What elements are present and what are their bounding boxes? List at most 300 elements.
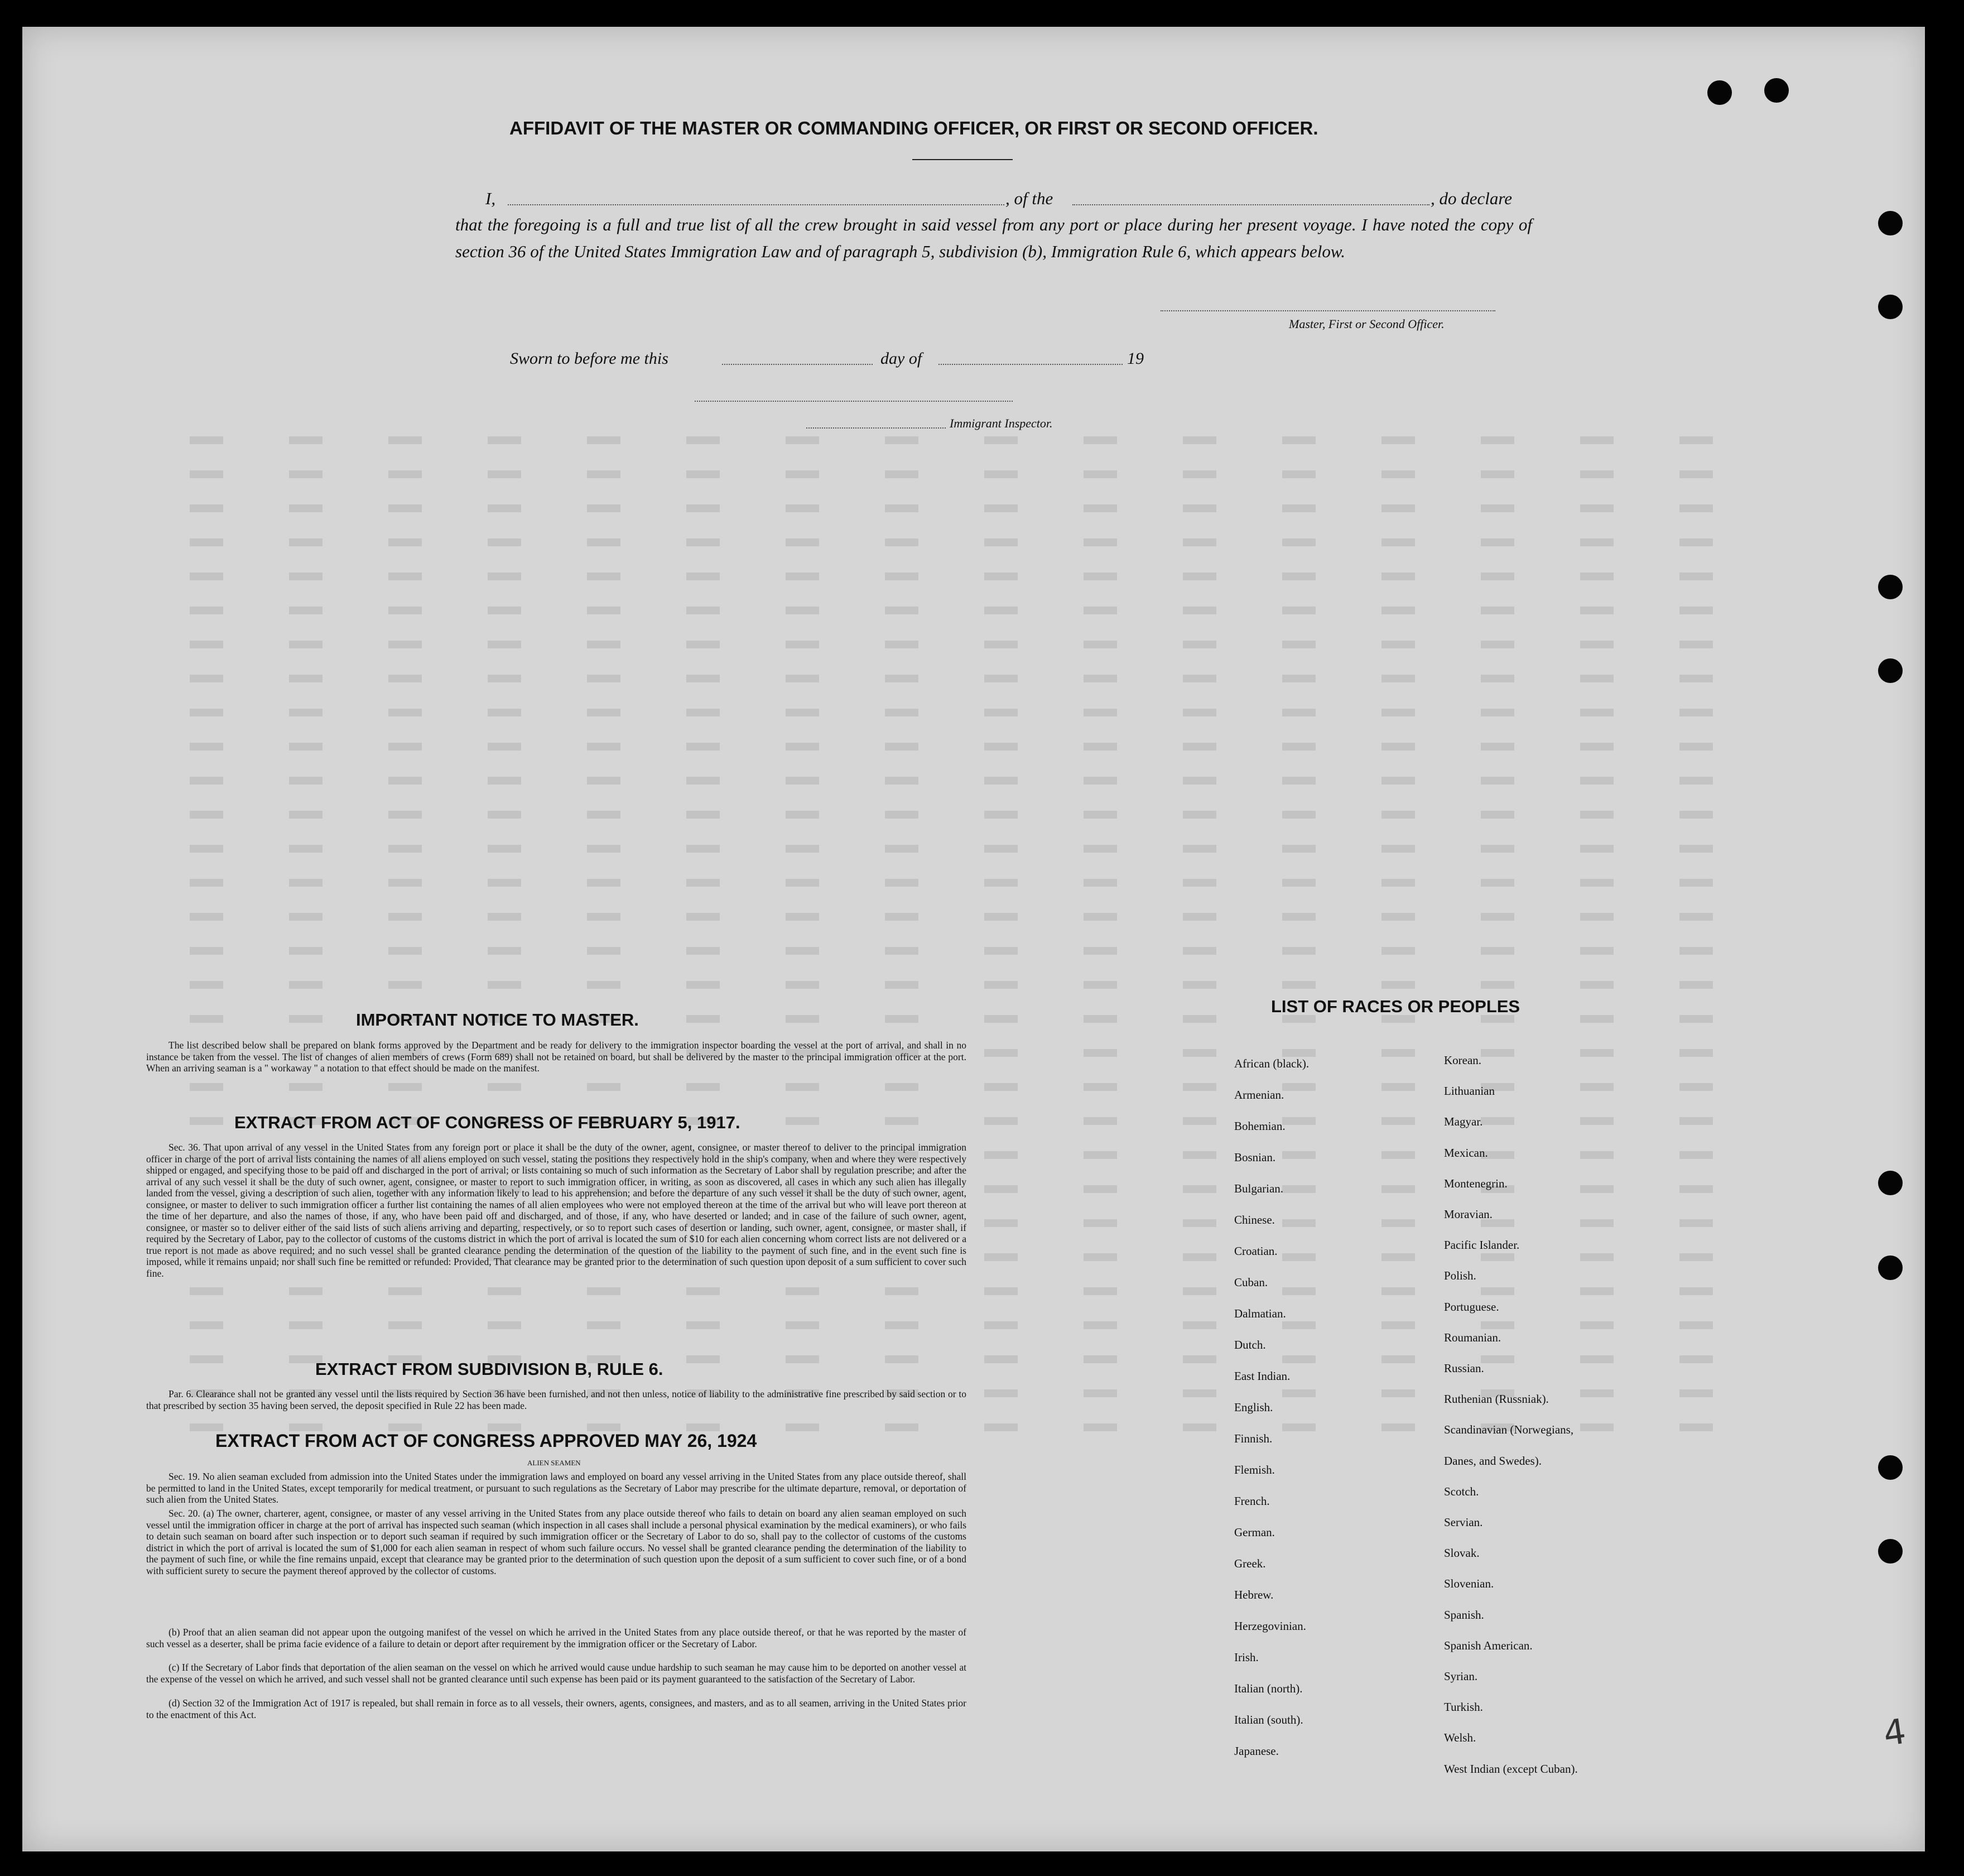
bleed-through-mark [1481,811,1514,819]
bleed-through-mark [190,504,223,512]
race-entry: Bulgarian. [1234,1182,1284,1195]
bleed-through-mark [190,1015,223,1023]
bleed-through-mark [190,607,223,614]
bleed-through-mark [786,1423,819,1431]
extract-1924-sec20a: Sec. 20. (a) The owner, charterer, agent, consignee, or master of any vessel arriving in the United States from any place outside thereof who fails to detain on board any alien seaman employed on such vessel until the immigration officer in charge at the port of arrival has inspected such seaman (which inspection in all cases shall include a personal physical examination by the medical examiners), or who fails to detain such seaman on board after such inspection or to deport such seaman if required by such immigration officer or the Secretary of Labor to do so, shall pay to the collector of customs of the customs district in which the port of arrival is located the sum of $1,000 for each alien seaman in respect of whom such failure occurs. No vessel shall be granted clearance pending the determination of the liability to the payment of such fine, or while the fine remains unpaid, except that clearance may be granted prior to the determination of such question upon the deposit of a sum sufficient to cover such fine, or of a bond with sufficient surety to secure the payment thereof approved by the collector of customs. [146,1508,966,1576]
bleed-through-mark [786,709,819,716]
bleed-through-mark [587,709,620,716]
bleed-through-mark [1084,845,1117,853]
bleed-through-mark [786,1015,819,1023]
bleed-through-mark [1084,436,1117,444]
affidavit-i: I, [485,189,496,208]
bleed-through-mark [190,1321,223,1329]
bleed-through-mark [1580,879,1614,887]
bleed-through-mark [488,947,521,955]
bleed-through-mark [1679,675,1713,682]
bleed-through-mark [1381,1185,1415,1193]
bleed-through-mark [388,743,422,751]
bleed-through-mark [686,1287,720,1295]
bleed-through-mark [786,913,819,921]
bleed-through-mark [1481,1287,1514,1295]
race-entry: Korean. [1444,1054,1482,1067]
year-prefix: 19 [1127,349,1144,368]
bleed-through-mark [1282,1083,1316,1091]
race-entry: Syrian. [1444,1670,1478,1683]
bleed-through-mark [786,811,819,819]
bleed-through-mark [289,811,322,819]
punch-hole [1764,78,1789,103]
bleed-through-mark [587,1287,620,1295]
bleed-through-mark [488,1423,521,1431]
race-entry: Spanish American. [1444,1638,1533,1652]
bleed-through-mark [885,436,918,444]
bleed-through-mark [1282,981,1316,989]
bleed-through-mark [289,1423,322,1431]
bleed-through-mark [1679,1423,1713,1431]
bleed-through-mark [289,845,322,853]
race-entry: Mexican. [1444,1146,1488,1160]
bleed-through-mark [488,641,521,648]
bleed-through-mark [1084,879,1117,887]
document-page [22,27,1925,1851]
bleed-through-mark [1084,641,1117,648]
bleed-through-mark [984,947,1018,955]
bleed-through-mark [885,709,918,716]
race-entry: Cuban. [1234,1276,1268,1289]
bleed-through-mark [984,1151,1018,1159]
bleed-through-mark [488,845,521,853]
sworn-text: Sworn to before me this [510,349,668,368]
bleed-through-mark [1381,777,1415,785]
race-entry: English. [1234,1401,1273,1414]
bleed-through-row [190,837,1780,862]
bleed-through-mark [1679,1389,1713,1397]
bleed-through-mark [289,981,322,989]
race-entry: Bohemian. [1234,1119,1286,1133]
bleed-through-mark [1084,1389,1117,1397]
bleed-through-row [190,1279,1780,1304]
bleed-through-mark [488,777,521,785]
bleed-through-mark [1580,1389,1614,1397]
bleed-through-mark [686,879,720,887]
affidavit-declare: , do declare [1431,189,1513,208]
master-name-field[interactable] [508,204,1004,205]
bleed-through-row [190,871,1780,896]
bleed-through-mark [1282,777,1316,785]
bleed-through-mark [488,675,521,682]
bleed-through-mark [488,504,521,512]
race-entry: West Indian (except Cuban). [1444,1762,1578,1776]
bleed-through-mark [1381,845,1415,853]
inspector-caption: Immigrant Inspector. [950,416,1053,430]
bleed-through-mark [1381,811,1415,819]
bleed-through-mark [1282,1253,1316,1261]
bleed-through-mark [984,675,1018,682]
bleed-through-mark [1084,470,1117,478]
bleed-through-mark [1580,1151,1614,1159]
bleed-through-mark [587,845,620,853]
race-entry: African (black). [1234,1057,1310,1070]
bleed-through-mark [984,436,1018,444]
bleed-through-mark [984,1253,1018,1261]
bleed-through-mark [984,470,1018,478]
bleed-through-mark [1282,913,1316,921]
race-entry: Portuguese. [1444,1300,1499,1314]
bleed-through-mark [1481,436,1514,444]
bleed-through-mark [786,1117,819,1125]
bleed-through-mark [1580,845,1614,853]
bleed-through-mark [885,879,918,887]
bleed-through-mark [1183,573,1216,580]
bleed-through-mark [885,947,918,955]
bleed-through-mark [984,504,1018,512]
bleed-through-mark [1282,709,1316,716]
bleed-through-mark [1183,1015,1216,1023]
bleed-through-mark [786,436,819,444]
bleed-through-mark [885,743,918,751]
bleed-through-mark [1481,641,1514,648]
bleed-through-mark [587,470,620,478]
punch-hole [1878,1256,1903,1280]
bleed-through-mark [1183,1321,1216,1329]
bleed-through-row [190,735,1780,759]
rule6-title: EXTRACT FROM SUBDIVISION B, RULE 6. [315,1359,663,1379]
bleed-through-mark [289,1083,322,1091]
notice-body: The list described below shall be prepared on blank forms approved by the Department and be ready for delivery to the immigration inspector boarding the vessel at the port of arrival, and shall in no instance be taken from the vessel. The list of changes of alien members of crews (Form 689) shall not be retained on board, but shall be delivered by the master to the principal immigration officer at the port. When an arriving seaman is a " workaway " a notation to that effect should be made on the manifest. [146,1040,966,1074]
bleed-through-mark [587,879,620,887]
bleed-through-mark [686,538,720,546]
bleed-through-mark [587,743,620,751]
bleed-through-mark [587,777,620,785]
bleed-through-mark [1381,1389,1415,1397]
bleed-through-mark [488,538,521,546]
bleed-through-mark [1381,1253,1415,1261]
bleed-through-mark [388,1423,422,1431]
bleed-through-mark [587,1083,620,1091]
bleed-through-row [190,497,1780,521]
bleed-through-mark [686,743,720,751]
race-entry: Irish. [1234,1651,1259,1664]
race-entry: Danes, and Swedes). [1444,1454,1542,1468]
bleed-through-mark [1580,641,1614,648]
bleed-through-mark [1282,1389,1316,1397]
punch-hole [1878,575,1903,599]
bleed-through-mark [1282,470,1316,478]
bleed-through-mark [1580,470,1614,478]
bleed-through-mark [488,913,521,921]
bleed-through-mark [1381,675,1415,682]
race-entry: Slovenian. [1444,1577,1494,1591]
bleed-through-row [190,939,1780,964]
sworn-month-field[interactable] [938,364,1123,365]
bleed-through-mark [1580,1015,1614,1023]
bleed-through-mark [786,845,819,853]
bleed-through-mark [1183,777,1216,785]
vessel-name-field[interactable] [1072,204,1429,205]
bleed-through-mark [1183,470,1216,478]
bleed-through-mark [1679,436,1713,444]
bleed-through-mark [885,1083,918,1091]
bleed-through-mark [1481,1355,1514,1363]
signature-caption: Master, First or Second Officer. [1289,317,1445,331]
bleed-through-mark [1282,947,1316,955]
bleed-through-mark [1084,1219,1117,1227]
bleed-through-mark [786,777,819,785]
bleed-through-mark [1481,913,1514,921]
bleed-through-mark [1282,573,1316,580]
race-entry: Dalmatian. [1234,1307,1286,1320]
bleed-through-mark [1282,675,1316,682]
bleed-through-mark [1679,913,1713,921]
bleed-through-mark [1381,947,1415,955]
bleed-through-mark [1679,1151,1713,1159]
bleed-through-mark [289,538,322,546]
bleed-through-mark [488,436,521,444]
bleed-through-mark [289,1287,322,1295]
bleed-through-mark [1183,504,1216,512]
race-entry: Spanish. [1444,1608,1484,1622]
bleed-through-mark [1183,1185,1216,1193]
bleed-through-mark [1183,1253,1216,1261]
bleed-through-mark [1282,436,1316,444]
bleed-through-mark [984,641,1018,648]
bleed-through-mark [190,641,223,648]
race-entry: Flemish. [1234,1463,1275,1476]
bleed-through-mark [686,1015,720,1023]
bleed-through-mark [786,470,819,478]
bleed-through-mark [388,1321,422,1329]
bleed-through-mark [1679,777,1713,785]
bleed-through-mark [1580,1219,1614,1227]
bleed-through-mark [1580,811,1614,819]
bleed-through-mark [1580,675,1614,682]
bleed-through-mark [1282,743,1316,751]
bleed-through-mark [1580,1049,1614,1057]
race-entry: Roumanian. [1444,1330,1501,1344]
bleed-through-mark [984,1083,1018,1091]
bleed-through-mark [1580,743,1614,751]
bleed-through-mark [1282,1355,1316,1363]
punch-hole [1878,211,1903,235]
bleed-through-mark [1679,1219,1713,1227]
bleed-through-mark [885,1423,918,1431]
bleed-through-mark [1580,1321,1614,1329]
bleed-through-mark [1481,947,1514,955]
signature-field[interactable] [1161,310,1495,311]
bleed-through-mark [1481,777,1514,785]
bleed-through-mark [786,538,819,546]
bleed-through-mark [1084,777,1117,785]
bleed-through-mark [388,1083,422,1091]
bleed-through-mark [190,1083,223,1091]
bleed-through-mark [885,641,918,648]
punch-hole [1878,1455,1903,1480]
bleed-through-mark [1679,504,1713,512]
bleed-through-mark [289,1015,322,1023]
bleed-through-mark [289,743,322,751]
bleed-through-mark [289,1321,322,1329]
bleed-through-row [190,769,1780,793]
bleed-through-mark [1679,981,1713,989]
bleed-through-mark [686,470,720,478]
bleed-through-mark [1381,1049,1415,1057]
bleed-through-mark [1580,709,1614,716]
race-entry: Ruthenian (Russniak). [1444,1392,1549,1406]
bleed-through-mark [885,470,918,478]
bleed-through-mark [1084,1253,1117,1261]
bleed-through-mark [885,538,918,546]
bleed-through-mark [1580,504,1614,512]
bleed-through-mark [1084,1423,1117,1431]
bleed-through-mark [686,607,720,614]
race-entry: Chinese. [1234,1213,1275,1226]
race-entry: Armenian. [1234,1088,1284,1101]
bleed-through-mark [1481,1321,1514,1329]
bleed-through-mark [1679,709,1713,716]
bleed-through-row [190,667,1780,691]
bleed-through-mark [587,981,620,989]
bleed-through-row [190,701,1780,725]
bleed-through-mark [1481,1253,1514,1261]
bleed-through-mark [1481,607,1514,614]
bleed-through-mark [686,981,720,989]
bleed-through-mark [190,675,223,682]
bleed-through-mark [1481,743,1514,751]
sworn-day-field[interactable] [722,364,873,365]
bleed-through-mark [1580,1083,1614,1091]
bleed-through-mark [190,879,223,887]
race-entry: Italian (north). [1234,1682,1303,1695]
bleed-through-mark [190,845,223,853]
bleed-through-mark [1381,743,1415,751]
bleed-through-mark [1381,1151,1415,1159]
bleed-through-mark [1183,743,1216,751]
bleed-through-mark [686,845,720,853]
bleed-through-mark [1381,1219,1415,1227]
bleed-through-mark [388,947,422,955]
bleed-through-mark [1084,1287,1117,1295]
bleed-through-row [190,1314,1780,1338]
bleed-through-mark [786,981,819,989]
bleed-through-mark [1084,504,1117,512]
race-entry: Slovak. [1444,1546,1480,1560]
race-entry: Hebrew. [1234,1588,1274,1601]
bleed-through-mark [1084,913,1117,921]
bleed-through-mark [885,1287,918,1295]
bleed-through-mark [984,913,1018,921]
bleed-through-mark [1084,1049,1117,1057]
bleed-through-mark [1183,1083,1216,1091]
inspector-line-2[interactable] [806,427,946,429]
race-entry: Pacific Islander. [1444,1238,1520,1252]
bleed-through-mark [587,947,620,955]
bleed-through-mark [1580,1423,1614,1431]
bleed-through-mark [388,504,422,512]
bleed-through-mark [786,607,819,614]
bleed-through-mark [1381,1321,1415,1329]
bleed-through-mark [1481,981,1514,989]
bleed-through-mark [289,947,322,955]
bleed-through-mark [488,811,521,819]
bleed-through-mark [289,436,322,444]
bleed-through-mark [1679,538,1713,546]
bleed-through-mark [1679,1253,1713,1261]
bleed-through-mark [388,913,422,921]
race-entry: Welsh. [1444,1731,1476,1745]
bleed-through-mark [388,777,422,785]
bleed-through-mark [1381,504,1415,512]
bleed-through-mark [1481,1117,1514,1125]
bleed-through-mark [388,573,422,580]
bleed-through-mark [1679,1083,1713,1091]
bleed-through-mark [1381,913,1415,921]
bleed-through-mark [1679,879,1713,887]
affidavit-body: that the foregoing is a full and true list of all the crew brought in said vessel from any port or place during her present voyage. I have noted the copy of section 36 of the United States Immigration Law and of paragraph 5, subdivision (b), Immigration Rule 6, which appears below. [455,215,1532,261]
bleed-through-mark [984,1185,1018,1193]
bleed-through-mark [1282,1321,1316,1329]
bleed-through-mark [1481,504,1514,512]
bleed-through-mark [289,470,322,478]
bleed-through-mark [686,947,720,955]
bleed-through-mark [190,811,223,819]
bleed-through-mark [1381,1117,1415,1125]
bleed-through-mark [786,573,819,580]
bleed-through-row [190,633,1780,657]
page-number-handwritten: 4 [1881,1710,1909,1754]
notice-title: IMPORTANT NOTICE TO MASTER. [356,1010,639,1030]
bleed-through-mark [587,504,620,512]
bleed-through-mark [1580,777,1614,785]
bleed-through-mark [587,675,620,682]
bleed-through-mark [488,1083,521,1091]
race-entry: Dutch. [1234,1338,1266,1351]
bleed-through-mark [1381,1083,1415,1091]
bleed-through-mark [1084,1151,1117,1159]
bleed-through-mark [1183,1355,1216,1363]
bleed-through-mark [587,573,620,580]
bleed-through-mark [984,811,1018,819]
bleed-through-row [190,803,1780,828]
bleed-through-mark [885,1321,918,1329]
race-entry: Lithuanian [1444,1084,1495,1098]
bleed-through-mark [1679,1015,1713,1023]
bleed-through-mark [190,1423,223,1431]
bleed-through-mark [1381,436,1415,444]
bleed-through-mark [1580,947,1614,955]
title-underline [912,159,1013,160]
races-title: LIST OF RACES OR PEOPLES [1271,997,1520,1016]
bleed-through-mark [1580,981,1614,989]
race-entry: Greek. [1234,1557,1266,1570]
extract-1917-body: Sec. 36. That upon arrival of any vessel in the United States from any foreign port or place it shall be the duty of the owner, agent, consignee, or master thereof to deliver to the principal immigration officer in charge of the port of arrival lists containing the names of all aliens employed on such vessel, stating the positions they respectively hold in the ship's company, when and where they were respectively shipped or engaged, and specifying those to be paid off and discharged in the port of arrival; or lists containing so much of such information as the Secretary of Labor shall by regulation prescribe; and after the arrival of any such vessel it shall be the duty of such owner, agent, consignee, or master to report to such immigration officer, in writing, as soon as discovered, all cases in which any such alien has illegally landed from the vessel, giving a description of such alien, together with any information likely to lead to his apprehension; and before the departure of any such vessel it shall be the duty of such owner, agent, consignee, or master to deliver to such immigration officer a further list containing the names of all alien employees who were not employed thereon at the time of the arrival but who will leave port thereon at the time of her departure, and also the names of those, if any, who have been paid off and discharged, and of those, if any, who have deserted or landed; and in case of the failure of such owner, agent, consignee, or master so to deliver either of the said lists of such aliens arriving and departing, respectively, or so to report such cases of desertion or landing, such owner, agent, consignee, or master shall, if required by the Secretary of Labor, pay to the collector of customs of the customs district in which the port of arrival is located the sum of $10 for each alien concerning whom correct lists are not delivered or a true report is not made as above required; and no such vessel shall be granted clearance pending the determination of the question of the liability to the payment of such fine, and in the event such fine is imposed, while it remains unpaid; nor shall such fine be remitted or refunded: Provided, That clearance may be granted prior to the determination of such question upon deposit of a sum sufficient to cover such fine. [146,1142,966,1279]
bleed-through-mark [190,913,223,921]
day-of-text: day of [880,349,922,368]
bleed-through-mark [984,1219,1018,1227]
inspector-line-1[interactable] [695,401,1013,402]
bleed-through-mark [488,470,521,478]
bleed-through-mark [1282,1151,1316,1159]
bleed-through-mark [1183,1049,1216,1057]
bleed-through-mark [1183,709,1216,716]
bleed-through-mark [388,879,422,887]
punch-hole [1707,80,1732,105]
bleed-through-mark [190,743,223,751]
bleed-through-mark [190,1287,223,1295]
extract-1924-subtitle: ALIEN SEAMEN [527,1459,581,1467]
bleed-through-mark [1183,981,1216,989]
bleed-through-mark [1679,845,1713,853]
bleed-through-mark [1282,504,1316,512]
